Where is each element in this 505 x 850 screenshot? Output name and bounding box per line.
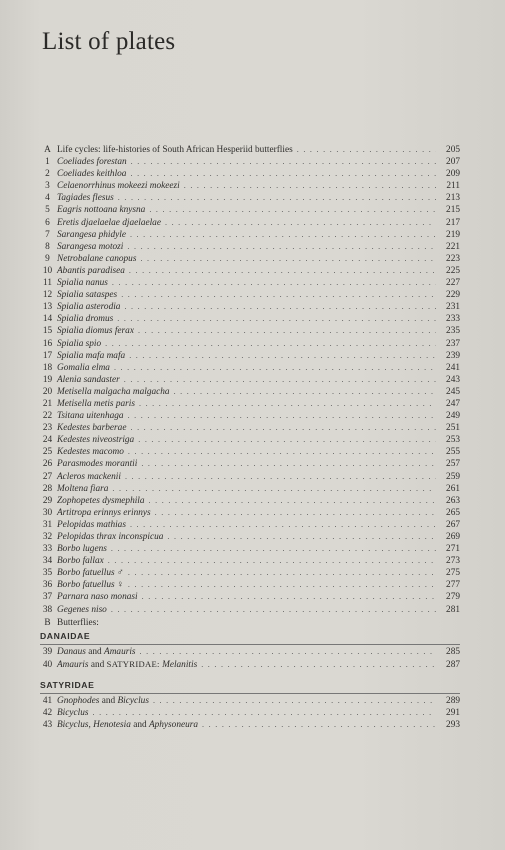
plate-number: 5: [45, 205, 50, 216]
plate-name: Tsitana uitenhaga: [57, 411, 124, 422]
plate-name: Eretis djaelaelae djaelaelae: [57, 217, 161, 228]
page-number: 259: [446, 471, 460, 482]
page-number: 221: [446, 241, 460, 252]
leader-dots: [130, 168, 436, 180]
family-heading-danaidae: DANAIDAE: [40, 630, 91, 641]
page-number: 215: [446, 205, 460, 216]
plate-number: 1: [45, 157, 50, 168]
leader-dots: [130, 422, 436, 434]
plate-number: 15: [42, 326, 53, 337]
plate-name: Spialia mafa mafa: [57, 350, 126, 361]
page-number: 247: [446, 398, 460, 409]
plate-number: 42: [42, 708, 53, 719]
plate-entry: [40, 507, 460, 519]
page-number: 271: [446, 544, 460, 555]
plate-name: Borbo fallax: [57, 556, 104, 567]
leader-dots: [121, 289, 436, 301]
page-number: 263: [446, 495, 460, 506]
plate-name: Abantis paradisea: [57, 265, 125, 276]
plate-entry: [40, 374, 460, 386]
plate-name: Zophopetes dysmephila: [57, 495, 145, 506]
plate-entry: [40, 555, 460, 567]
plate-number: 41: [42, 695, 53, 706]
leader-dots: [297, 144, 436, 156]
plate-entry: [40, 604, 460, 616]
plate-name: Kedestes barberae: [57, 423, 127, 434]
leader-dots: [111, 604, 436, 616]
plate-name: Gnophodes and Bicyclus: [57, 695, 149, 706]
leader-dots: [131, 156, 436, 168]
plate-entry: [40, 695, 460, 707]
leader-dots: [129, 350, 436, 362]
plate-entry: [40, 543, 460, 555]
leader-dots: [128, 579, 436, 591]
plate-number: 32: [42, 532, 53, 542]
page-number: 213: [446, 193, 460, 204]
page-number: 273: [446, 556, 460, 567]
leader-dots: [129, 265, 436, 277]
leader-dots: [118, 192, 436, 204]
leader-dots: [130, 229, 436, 241]
plate-entry: [40, 362, 460, 374]
plate-number: 21: [42, 398, 53, 409]
section-letter: B: [44, 617, 51, 628]
plate-number: 30: [42, 507, 53, 518]
leader-dots: [130, 519, 436, 531]
plate-entry: [40, 531, 460, 543]
plate-name: Pelopidas thrax inconspicua: [57, 532, 164, 542]
plate-name: Gomalia elma: [57, 362, 110, 373]
plate-entry: [40, 658, 460, 670]
plate-name: Borbo fatuellus ♀: [57, 580, 124, 591]
page-number: 241: [446, 362, 460, 373]
plate-name: Metisella malgacha malgacha: [57, 386, 170, 397]
plate-entry: [40, 192, 460, 204]
plate-name: Eagris nottoana knysna: [57, 205, 146, 216]
plate-entry: [40, 338, 460, 350]
page-number: 223: [446, 253, 460, 264]
plate-entry: [40, 410, 460, 422]
plate-name: Spialia dromus: [57, 314, 114, 325]
plate-name: Spialia nanus: [57, 278, 108, 289]
plate-number: 29: [42, 495, 53, 506]
page-number: 285: [446, 646, 460, 657]
page-number: 267: [446, 519, 460, 530]
plate-number: 23: [42, 423, 53, 434]
page-number: 249: [446, 411, 460, 422]
leader-dots: [140, 646, 436, 658]
plate-number: 43: [42, 720, 53, 731]
plate-name: Spialia asterodia: [57, 302, 121, 313]
plate-number: 22: [42, 411, 53, 422]
plate-number: 13: [42, 302, 53, 313]
leader-dots: [142, 591, 436, 603]
plate-name: Parasmodes morantii: [57, 459, 138, 470]
page-title: List of plates: [42, 28, 176, 55]
leader-dots: [111, 543, 436, 555]
plate-entry: [40, 277, 460, 289]
plate-entry: [40, 217, 460, 229]
plate-entry: [40, 313, 460, 325]
leader-dots: [149, 495, 436, 507]
page-number: 265: [446, 507, 460, 518]
leader-dots: [125, 471, 436, 483]
leader-dots: [141, 458, 436, 470]
plate-name: Celaenorrhinus mokeezi mokeezi: [57, 181, 180, 192]
plate-name: Alenia sandaster: [57, 374, 120, 385]
leader-dots: [114, 362, 436, 374]
plate-number: 35: [42, 568, 53, 579]
plate-number: 38: [42, 604, 53, 615]
leader-dots: [127, 241, 436, 253]
page-number: 227: [446, 278, 460, 289]
leader-dots: [124, 374, 436, 386]
plate-name: Amauris and SATYRIDAE: Melanitis: [57, 658, 198, 670]
plate-name: Danaus and Amauris: [57, 646, 136, 657]
page-number: 291: [446, 708, 460, 719]
plate-number: 34: [42, 556, 53, 567]
page-number: 211: [446, 181, 460, 192]
plate-number: 11: [43, 278, 52, 289]
leader-dots: [112, 483, 436, 495]
plate-name: Pelopidas mathias: [57, 519, 126, 530]
plate-name: Bicyclus: [57, 708, 89, 719]
section-label: Butterflies:: [57, 617, 99, 628]
leader-dots: [108, 555, 436, 567]
plate-entry: [40, 265, 460, 277]
page-number: 269: [446, 532, 460, 542]
plate-entry: [40, 204, 460, 216]
leader-dots: [149, 204, 436, 216]
plate-entry: [40, 519, 460, 531]
plates-list: [40, 144, 460, 731]
plate-number: 39: [42, 646, 53, 657]
page-number: 237: [446, 338, 460, 349]
plate-number: 9: [45, 253, 50, 264]
page-number: 235: [446, 326, 460, 337]
plate-number: 37: [42, 592, 53, 603]
plate-entry: [40, 471, 460, 483]
plate-number: 4: [45, 193, 50, 204]
leader-dots: [105, 338, 436, 350]
plate-entry: [40, 253, 460, 265]
plate-name: Spialia spio: [57, 338, 102, 349]
leader-dots: [117, 313, 436, 325]
leader-dots: [140, 253, 436, 265]
plate-number: 36: [42, 580, 53, 591]
plate-name: Artitropa erinnys erinnys: [57, 507, 151, 518]
plate-number: 20: [42, 386, 53, 397]
plate-number: 24: [42, 435, 53, 446]
page-number: 257: [446, 459, 460, 470]
page-number: 243: [446, 374, 460, 385]
divider: [40, 644, 460, 645]
plate-name: Coeliades keithloa: [57, 169, 127, 180]
plate-entry: [40, 398, 460, 410]
plate-number: 6: [45, 217, 50, 228]
plate-entry: [40, 180, 460, 192]
plate-number: 16: [42, 338, 53, 349]
plate-name: Gegenes niso: [57, 604, 107, 615]
plate-entry: [40, 483, 460, 495]
plate-number: 26: [42, 459, 53, 470]
plate-number: 14: [42, 314, 53, 325]
page-number: 289: [446, 695, 460, 706]
plate-entry: [40, 579, 460, 591]
plate-entry: [40, 168, 460, 180]
section-label: Life cycles: life-histories of South African Hesperiid butterflies: [57, 145, 293, 155]
section-letter: A: [44, 145, 51, 155]
leader-dots: [174, 386, 436, 398]
plate-name: Moltena fiara: [57, 483, 109, 494]
section-a-entry: [40, 144, 460, 156]
page-number: 239: [446, 350, 460, 361]
page-number: 217: [446, 217, 460, 228]
plate-number: 10: [42, 265, 53, 276]
leader-dots: [165, 217, 436, 229]
page-number: 207: [446, 157, 460, 168]
page-number: 293: [446, 720, 460, 731]
plate-entry: [40, 446, 460, 458]
leader-dots: [128, 446, 436, 458]
plate-number: 33: [42, 544, 53, 555]
plate-entry: [40, 646, 460, 658]
plate-entry: [40, 241, 460, 253]
page-number: 231: [446, 302, 460, 313]
leader-dots: [138, 325, 436, 337]
page-number: 251: [446, 423, 460, 434]
leader-dots: [153, 695, 436, 707]
plate-name: Borbo fatuellus ♂: [57, 568, 124, 579]
plate-name: Spialia sataspes: [57, 290, 118, 301]
leader-dots: [138, 434, 436, 446]
page-number: 233: [446, 314, 460, 325]
plate-entry: [40, 156, 460, 168]
page-number: 209: [446, 169, 460, 180]
leader-dots: [93, 707, 437, 719]
plate-number: 18: [42, 362, 53, 373]
plate-number: 25: [42, 447, 53, 458]
section-b-entry: [40, 617, 460, 629]
page-number: 205: [446, 145, 460, 155]
plate-entries: [40, 156, 460, 616]
plate-name: Parnara naso monasi: [57, 592, 138, 603]
plate-number: 40: [42, 659, 53, 670]
plate-entry: [40, 495, 460, 507]
page-number: 275: [446, 568, 460, 579]
divider: [40, 693, 460, 694]
plate-entry: [40, 567, 460, 579]
plate-name: Kedestes niveostriga: [57, 435, 135, 446]
plate-entry: [40, 434, 460, 446]
plate-number: 3: [45, 181, 50, 192]
plate-name: Metisella metis paris: [57, 398, 135, 409]
plate-name: Netrobalane canopus: [57, 253, 137, 264]
leader-dots: [202, 719, 436, 731]
plate-entry: [40, 707, 460, 719]
plate-number: 27: [42, 471, 53, 482]
plate-number: 19: [42, 374, 53, 385]
plate-name: Borbo lugens: [57, 544, 107, 555]
family-heading-satyridae: SATYRIDAE: [40, 679, 95, 690]
plate-number: 17: [42, 350, 53, 361]
plate-name: Spialia diomus ferax: [57, 326, 134, 337]
plate-name: Tagiades flesus: [57, 193, 114, 204]
page-number: 281: [446, 604, 460, 615]
leader-dots: [128, 567, 436, 579]
plate-name: Bicyclus, Henotesia and Aphysoneura: [57, 720, 199, 731]
plate-entry: [40, 325, 460, 337]
page-number: 253: [446, 435, 460, 446]
plate-number: 2: [45, 169, 50, 180]
plate-number: 31: [42, 519, 53, 530]
plate-number: 28: [42, 483, 53, 494]
page-number: 279: [446, 592, 460, 603]
leader-dots: [112, 277, 436, 289]
leader-dots: [124, 301, 436, 313]
leader-dots: [201, 659, 436, 671]
page-number: 277: [446, 580, 460, 591]
plate-name: Sarangesa phidyle: [57, 229, 126, 240]
plate-name: Acleros mackenii: [57, 471, 121, 482]
plate-name: Kedestes macomo: [57, 447, 124, 458]
leader-dots: [167, 531, 436, 543]
plate-entry: [40, 719, 460, 731]
leader-dots: [155, 507, 436, 519]
leader-dots: [184, 180, 436, 192]
plate-name: Sarangesa motozi: [57, 241, 124, 252]
page-number: 245: [446, 386, 460, 397]
plate-entry: [40, 301, 460, 313]
page-number: 287: [446, 659, 460, 670]
page-number: 255: [446, 447, 460, 458]
page-number: 261: [446, 483, 460, 494]
plate-name: Coeliades forestan: [57, 157, 127, 168]
plate-entry: [40, 229, 460, 241]
page-number: 225: [446, 265, 460, 276]
plate-number: 12: [42, 290, 53, 301]
plate-number: 7: [45, 229, 50, 240]
leader-dots: [139, 398, 436, 410]
plate-entry: [40, 422, 460, 434]
plate-entry: [40, 350, 460, 362]
plate-number: 8: [45, 241, 50, 252]
plate-entry: [40, 458, 460, 470]
leader-dots: [128, 410, 436, 422]
plate-entry: [40, 386, 460, 398]
page-number: 229: [446, 290, 460, 301]
plate-entry: [40, 591, 460, 603]
plate-entry: [40, 289, 460, 301]
page-number: 219: [446, 229, 460, 240]
